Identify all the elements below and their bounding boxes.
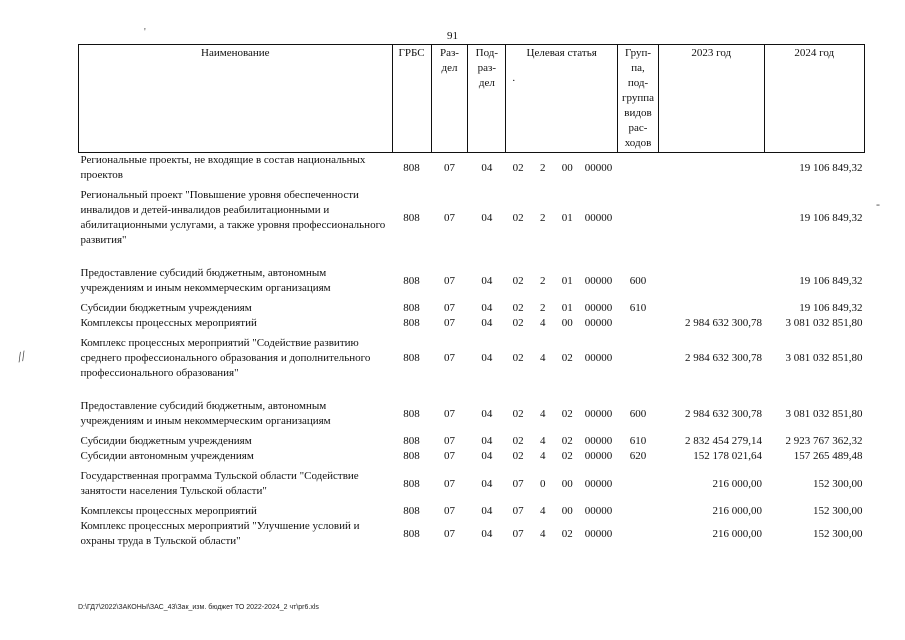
scan-mark-top: ' [144,27,146,38]
row-target-1: 02 [512,317,524,329]
row-target-3: 01 [561,211,573,224]
row-amount-2024: 19 106 849,32 [799,274,863,287]
row-podrazdel: 04 [481,317,493,329]
row-target-3: 00 [561,317,573,329]
row-target-1: 07 [512,505,524,517]
row-name: Субсидии бюджетным учреждениям [80,435,252,447]
table-row [79,188,865,248]
row-amount-2024: 19 106 849,32 [799,302,863,314]
row-amount-2024: 3 081 032 851,80 [785,407,863,420]
row-amount-2023: 216 000,00 [712,527,763,540]
row-target-4: 00000 [584,274,613,287]
budget-table [78,44,865,549]
row-amount-2023 [658,301,764,316]
row-razdel: 07 [443,435,455,447]
row-target-3: 01 [561,274,573,287]
row-target-2: 4 [539,352,546,364]
table-row [79,504,865,519]
header-target-article [506,45,618,153]
row-grbs: 808 [403,211,420,224]
row-expense-group: 600 [629,274,647,287]
row-target-3: 02 [561,527,573,540]
row-grbs: 808 [403,161,420,174]
table-row [79,449,865,464]
row-target-1: 02 [512,352,524,364]
row-name: Предоставление субсидий бюджетным, автономным учреждениям и иным некоммерческим организациям [80,400,331,427]
row-name: Субсидии бюджетным учреждениям [80,302,252,314]
row-name: Комплекс процессных мероприятий "Улучшение условий и охраны труда в Тульской области" [80,520,360,547]
row-target-3: 00 [561,161,573,174]
row-expense-group: 620 [629,450,647,462]
table-row [79,434,865,449]
row-expense-group [618,469,659,499]
table-row [79,336,865,381]
header-podrazdel: Под- раз- дел [468,45,506,153]
row-name: Предоставление субсидий бюджетным, автономным учреждениям и иным некоммерческим организациям [80,267,331,294]
row-target-1: 02 [512,435,524,447]
row-target-3: 00 [561,505,573,517]
row-target-2: 4 [539,435,546,447]
row-grbs: 808 [403,352,420,364]
row-podrazdel: 04 [481,505,493,517]
row-expense-group: 610 [629,302,647,314]
row-amount-2024: 3 081 032 851,80 [785,317,863,329]
page-number: 91 [447,30,458,42]
row-target-2: 2 [539,161,546,174]
header-razdel: Раз- дел [431,45,468,153]
row-name: Субсидии автономным учреждениям [80,450,254,462]
table-row [79,399,865,429]
row-amount-2023: 2 984 632 300,78 [685,352,763,364]
row-razdel: 07 [443,274,455,287]
header-grbs: ГРБС [392,45,431,153]
header-year-2023: 2023 год [658,45,764,153]
row-razdel: 07 [443,302,455,314]
row-expense-group: 610 [629,435,647,447]
row-target-3: 02 [561,407,573,420]
row-target-2: 2 [539,211,546,224]
row-target-2: 4 [539,407,546,420]
row-grbs: 808 [403,302,420,314]
row-target-2: 4 [539,317,546,329]
row-target-4: 00000 [584,407,613,420]
row-target-3: 02 [561,352,573,364]
row-amount-2024: 2 923 767 362,32 [785,435,863,447]
row-amount-2024: 152 300,00 [813,477,863,490]
row-expense-group [618,316,659,331]
row-amount-2024: 157 265 489,48 [793,450,863,462]
table-row [79,301,865,316]
row-target-4: 00000 [584,302,613,314]
row-razdel: 07 [443,407,455,420]
row-expense-group [618,188,659,248]
row-amount-2024: 3 081 032 851,80 [785,352,863,364]
table-row [79,153,865,184]
row-name: Комплексы процессных мероприятий [80,317,257,329]
header-target-dot: . [512,72,516,84]
row-podrazdel: 04 [481,450,493,462]
row-target-2: 4 [539,527,546,540]
row-podrazdel: 04 [481,211,493,224]
row-amount-2023 [658,153,764,184]
row-name: Комплексы процессных мероприятий [80,505,257,517]
scan-mark-right: - [876,197,880,211]
row-name: Региональные проекты, не входящие в состав национальных проектов [80,154,366,181]
row-razdel: 07 [443,161,455,174]
row-target-4: 00000 [584,317,613,329]
row-name: Государственная программа Тульской области "Содействие занятости населения Тульской области" [80,470,359,497]
row-target-1: 02 [512,450,524,462]
row-target-3: 02 [561,450,573,462]
table-row [79,519,865,549]
row-amount-2023: 152 178 021,64 [693,450,763,462]
row-target-1: 07 [512,477,524,490]
row-razdel: 07 [443,505,455,517]
row-target-2: 2 [539,302,546,314]
row-grbs: 808 [403,527,420,540]
row-grbs: 808 [403,317,420,329]
row-amount-2023 [658,188,764,248]
row-amount-2023: 2 832 454 279,14 [685,435,763,447]
row-amount-2023: 2 984 632 300,78 [685,317,763,329]
row-target-2: 4 [539,505,546,517]
row-razdel: 07 [443,477,455,490]
row-target-4: 00000 [584,450,613,462]
row-razdel: 07 [443,317,455,329]
table-row [79,266,865,296]
row-amount-2023: 216 000,00 [712,505,763,517]
row-target-4: 00000 [584,505,613,517]
row-expense-group [618,504,659,519]
row-grbs: 808 [403,450,420,462]
row-target-1: 07 [512,527,524,540]
row-grbs: 808 [403,274,420,287]
row-target-3: 00 [561,477,573,490]
header-year-2024: 2024 год [764,45,864,153]
file-path-footer: D:\ГД7\2022\ЗАКОНЫ\ЗАС_43\Зак_изм. бюджет ТО 2022-2024_2 чт\pr6.xls [78,604,319,611]
row-name: Региональный проект "Повышение уровня обеспеченности инвалидов и детей-инвалидов реабилитационными и абилитационными услугами, а также уровня профессионального развития" [80,189,386,246]
row-podrazdel: 04 [481,352,493,364]
row-amount-2024: 19 106 849,32 [799,211,863,224]
row-target-4: 00000 [584,527,613,540]
header-target-label: Целевая статья [526,47,597,59]
row-target-1: 02 [512,161,524,174]
row-name: Комплекс процессных мероприятий "Содействие развитию среднего профессионального образования и дополнительного профессионального образования" [80,337,371,379]
row-target-1: 02 [512,274,524,287]
table-row [79,316,865,331]
row-podrazdel: 04 [481,161,493,174]
row-target-4: 00000 [584,211,613,224]
row-grbs: 808 [403,407,420,420]
row-grbs: 808 [403,505,420,517]
row-razdel: 07 [443,527,455,540]
row-amount-2023: 216 000,00 [712,477,763,490]
row-expense-group: 600 [629,407,647,420]
header-expense-group: Груп- па, под- группа видов рас- ходов [618,45,659,153]
row-target-4: 00000 [584,435,613,447]
row-target-1: 02 [512,211,524,224]
row-amount-2024: 152 300,00 [813,505,863,517]
row-podrazdel: 04 [481,302,493,314]
row-target-4: 00000 [584,352,613,364]
row-grbs: 808 [403,477,420,490]
row-target-2: 0 [539,477,546,490]
row-razdel: 07 [443,352,455,364]
row-expense-group [618,336,659,381]
row-expense-group [618,153,659,184]
row-amount-2024: 19 106 849,32 [799,161,863,174]
row-podrazdel: 04 [481,527,493,540]
row-target-3: 01 [561,302,573,314]
row-grbs: 808 [403,435,420,447]
row-expense-group [618,519,659,549]
row-target-4: 00000 [584,477,613,490]
row-target-2: 2 [539,274,546,287]
row-amount-2023 [658,266,764,296]
header-name: Наименование [79,45,393,153]
row-razdel: 07 [443,211,455,224]
table-row [79,469,865,499]
row-target-1: 02 [512,407,524,420]
row-target-2: 4 [539,450,546,462]
row-podrazdel: 04 [481,274,493,287]
handwritten-mark-left: // [15,349,28,366]
row-target-1: 02 [512,302,524,314]
row-podrazdel: 04 [481,435,493,447]
row-podrazdel: 04 [481,407,493,420]
row-amount-2023: 2 984 632 300,78 [685,407,763,420]
row-target-4: 00000 [584,161,613,174]
table-header-row [79,45,865,153]
row-podrazdel: 04 [481,477,493,490]
row-amount-2024: 152 300,00 [813,527,863,540]
row-target-3: 02 [561,435,573,447]
row-razdel: 07 [443,450,455,462]
